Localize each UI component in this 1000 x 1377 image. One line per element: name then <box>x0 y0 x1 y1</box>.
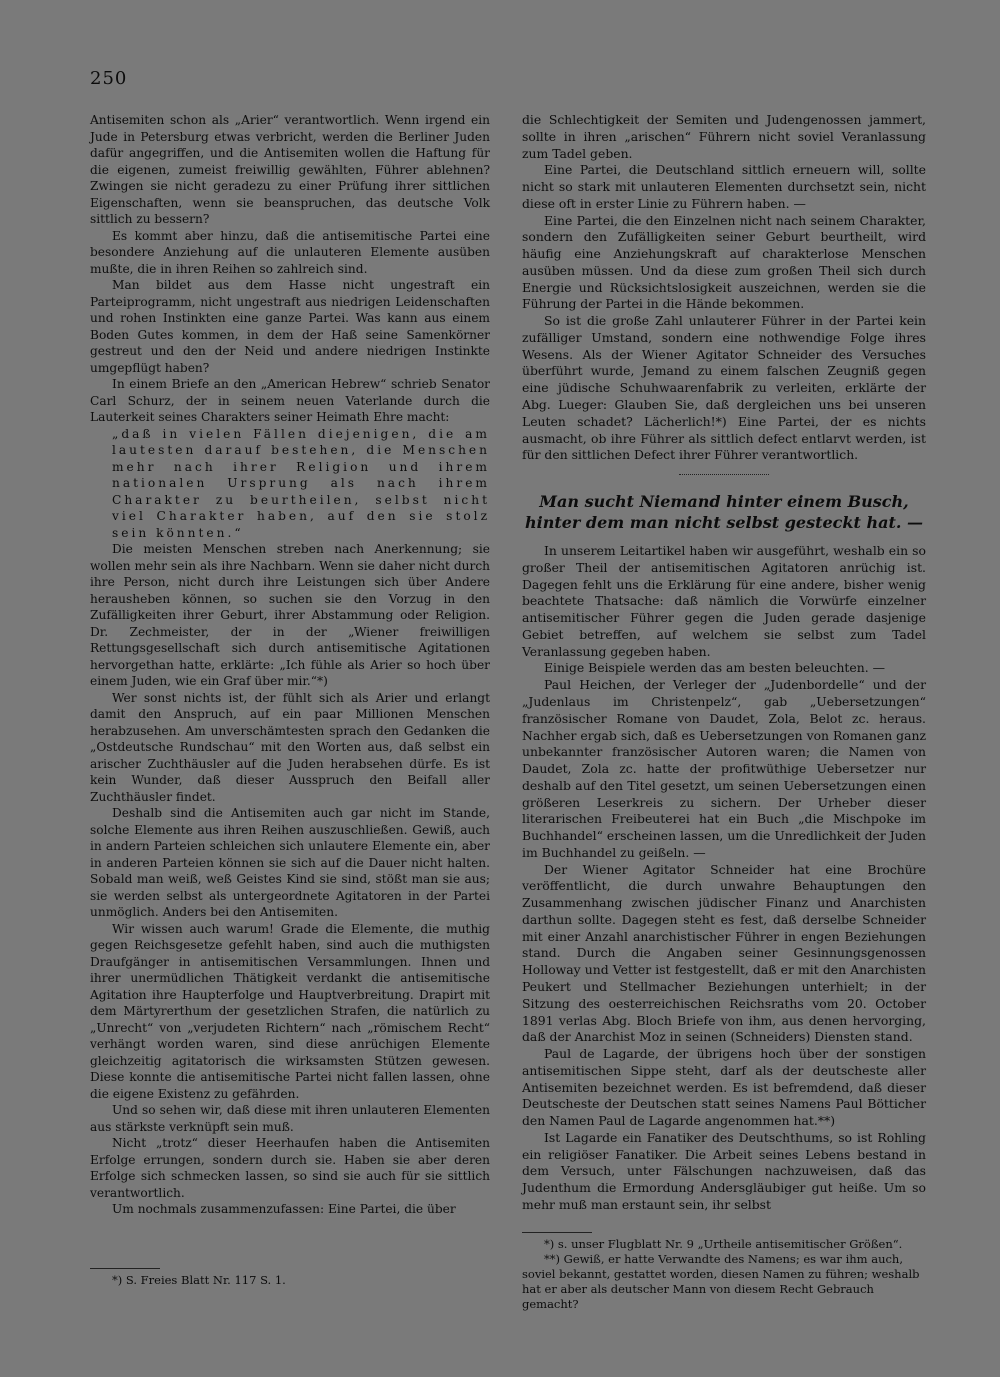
footnote-rule <box>522 1232 592 1233</box>
paragraph: Paul de Lagarde, der übrigens hoch über der sonstigen antisemitischen Sippe steht, darf als der deutscheste aller Antisemiten bezeichnet werden. Es ist befremdend, daß dieser Deutscheste der Deutschen statt seines Namens Paul Bötticher den Namen Paul de Lagarde angenommen hat.**) <box>522 1046 926 1129</box>
paragraph: Um nochmals zusammenzufassen: Eine Partei, die über <box>112 1202 456 1216</box>
paragraph: Der Wiener Agitator Schneider hat eine Brochüre veröffentlicht, die durch unwahre Behauptungen den Zusammenhang zwischen jüdischer Finanz und Anarchisten darthun sollte. Dagegen steht es fest, daß derselbe Schneider mit einer Anzahl anarchistischer Führer in engen Beziehungen stand. Durch die Angaben seiner Gesinnungsgenossen Holloway und Vetter ist festgestellt, daß er mit den Anarchisten Peukert und Stellmacher Beziehungen unterhielt; in der Sitzung des oesterreichischen Reichsraths vom 20. October 1891 verlas Abg. Bloch Briefe von ihm, aus denen hervorging, daß der Anarchist Moz in seinen (Schneiders) Diensten stand. <box>522 861 926 1045</box>
paragraph: Wer sonst nichts ist, der fühlt sich als Arier und erlangt damit den Anspruch, auf ein paar Millionen Menschen herabzusehen. Am unverschämtesten sprach den Gedanken die „Ostdeutsche Rundschau“ mit den Worten aus, daß selbst ein arischer Zuchthäusler auf die Juden herabsehen dürfe. Es ist kein Wunder, daß dieser Ausspruch den Beifall aller Zuchthäusler findet. <box>90 690 490 804</box>
paragraph: In unserem Leitartikel haben wir ausgeführt, weshalb ein so großer Theil der antisemitischen Agitatoren anrüchig ist. Dagegen fehlt uns die Erklärung für eine andere, bisher wenig beachtete Thatsache: daß nämlich die Vorwürfe einzelner antisemitischer Führer gegen die Juden gerade dasjenige Gebiet betreffen, auf welchem sie selbst zum Tadel Veranlassung gegeben haben. <box>522 543 926 659</box>
footnote: **) Gewiß, er hatte Verwandte des Namens; es war ihm auch, soviel bekannt, gestattet worden, diesen Namen zu führen; weshalb hat er aber als deutscher Mann von diesem Recht Gebrauch gemacht? <box>522 1252 920 1311</box>
paragraph: Die meisten Menschen streben nach Anerkennung; sie wollen mehr sein als ihre Nachbarn. Wenn sie daher nicht durch ihre Person, nicht durch ihre Leistungen sich über Andere herausheben können, so suchen sie den Vorzug in den Zufälligkeiten ihrer Geburt, ihrer Abstammung oder Religion. Dr. Zechmeister, der in der „Wiener freiwilligen Rettungsgesellschaft sich durch antisemitische Agitationen hervorgethan hatte, erklärte: „Ich fühle als Arier so hoch über einem Juden, wie ein Graf über mir.“*) <box>90 542 490 688</box>
footnote: *) S. Freies Blatt Nr. 117 S. 1. <box>112 1273 286 1287</box>
paragraph: Nicht „trotz“ dieser Heerhaufen haben die Antisemiten Erfolge errungen, sondern durch sie. Haben sie aber deren Erfolge sich schmecken lassen, so sind sie auch für sie sittlich verantwortlich. <box>90 1136 490 1200</box>
paragraph: Paul Heichen, der Verleger der „Judenbordelle“ und der „Judenlaus im Christenpelz“, gab „Uebersetzungen“ französischer Romane von Daudet, Zola, Belot zc. heraus. Nachher ergab sich, daß es Uebersetzungen von Romanen ganz unbekannter französischer Autoren waren; die Namen von Daudet, Zola zc. hatte der profitwüthige Uebersetzer nur deshalb auf den Titel gesetzt, um seinen Uebersetzungen einen größeren Leserkreis zu sichern. Der Urheber dieser literarischen Freibeuterei hat ein Buch „die Mischpoke im Buchhandel“ erscheinen lassen, um die Unredlichkeit der Juden im Buchhandel zu geißeln. — <box>522 677 926 860</box>
paragraph: Ist Lagarde ein Fanatiker des Deutschthums, so ist Rohling ein religiöser Fanatiker. Die Arbeit seines Lebens bestand in dem Versuch, unter Fälschungen nachzuweisen, daß das Judenthum die Ermordung Andersgläubiger gut heiße. Um so mehr muß man erstaunt sein, ihr selbst <box>522 1129 926 1212</box>
paragraph: Und so sehen wir, daß diese mit ihren unlauteren Elementen aus stärkste verknüpft sein muß. <box>90 1103 490 1134</box>
paragraph: Man bildet aus dem Hasse nicht ungestraft ein Parteiprogramm, nicht ungestraft aus niedrigen Leidenschaften und rohen Instinkten eine ganze Partei. Was kann aus einem Boden Gutes kommen, in dem der Haß seine Samenkörner gestreut und den der Neid und andere niedrigen Instinkte umgepflügt haben? <box>90 278 490 375</box>
paragraph: Einige Beispiele werden das am besten beleuchten. — <box>544 660 885 676</box>
left-footnotes <box>90 1262 490 1288</box>
paragraph: Deshalb sind die Antisemiten auch gar nicht im Stande, solche Elemente aus ihren Reihen auszuschließen. Gewiß, auch in andern Parteien schleichen sich unlautere Elemente ein, aber in anderen Parteien können sie sich auf die Dauer nicht halten. Sobald man weiß, weß Geistes Kind sie sind, stößt man sie aus; sie werden selbst als untergeordnete Agitatoren in der Partei unmöglich. Anders bei den Antisemiten. <box>90 806 490 919</box>
paragraph: Eine Partei, die Deutschland sittlich erneuern will, sollte nicht so stark mit unlauteren Elementen durchsetzt sein, nicht diese oft in erster Linie zu Führern haben. — <box>522 162 926 211</box>
paragraph: Antisemiten schon als „Arier“ verantwortlich. Wenn irgend ein Jude in Petersburg etwas verbricht, werden die Berliner Juden dafür angegriffen, und die Antisemiten wollen die Haftung für die eigenen, zumeist freiwillig gewählten, Führer ablehnen? Zwingen sie nicht geradezu zu einer Prüfung ihrer sittlichen Eigenschaften, wenn sie beanspruchen, das deutsche Volk sittlich zu bessern? <box>90 113 490 226</box>
paragraph: Es kommt aber hinzu, daß die antisemitische Partei eine besondere Anziehung auf die unlauteren Elemente ausüben mußte, die in ihren Reihen so zahlreich sind. <box>90 228 490 276</box>
section-divider <box>679 474 769 483</box>
paragraph: Eine Partei, die den Einzelnen nicht nach seinem Charakter, sondern den Zufälligkeiten seiner Geburt beurtheilt, wird häufig eine Anziehungskraft auf charakterlose Menschen ausüben müssen. Und da diese zum großen Theil sich durch Energie und Rücksichtslosigkeit auszeichnen, werden sie die Führung der Partei in die Hände bekommen. <box>522 212 926 312</box>
section-heading: Man sucht Niemand hinter einem Busch, hinter dem man nicht selbst gesteckt hat. — <box>524 492 923 533</box>
paragraph: die Schlechtigkeit der Semiten und Judengenossen jammert, sollte in ihren „arischen“ Führern nicht soviel Veranlassung zum Tadel geben. <box>522 112 926 161</box>
right-footnotes <box>522 1226 926 1312</box>
paragraph: Wir wissen auch warum! Grade die Elemente, die muthig gegen Reichsgesetze gefehlt haben, sind auch die muthigsten Draufgänger in antisemitischen Versammlungen. Ihnen und ihrer unermüdlichen Thätigkeit verdankt die antisemitische Agitation ihre Haupterfolge und Hauptverbreitung. Drapirt mit dem Märtyrerthum der gesetzlichen Strafen, die natürlich zu „Unrecht“ von „verjudeten Richtern“ nach „römischem Recht“ verhängt worden waren, sind diese anrüchigen Elemente gleichzeitig agitatorisch die wirksamsten Stützen gewesen. Diese konnte die antisemitische Partei nicht fallen lassen, ohne die eigene Existenz zu gefährden. <box>90 921 490 1101</box>
page-number: 250 <box>90 68 128 89</box>
footnote: *) s. unser Flugblatt Nr. 9 „Urtheile antisemitischer Größen“. <box>544 1237 903 1251</box>
left-column <box>90 112 490 1218</box>
right-column <box>522 112 926 1214</box>
quotation: „daß in vielen Fällen diejenigen, die am lautesten darauf bestehen, die Menschen mehr nach ihrer Religion und ihrem nationalen Ursprung als nach ihrem Charakter zu beurtheilen, selbst nicht viel Charakter haben, auf den sie stolz sein könnten.“ <box>112 426 490 540</box>
footnote-rule <box>90 1268 160 1269</box>
paragraph: In einem Briefe an den „American Hebrew“ schrieb Senator Carl Schurz, der in seinem neuen Vaterlande durch die Lauterkeit seines Charakters seiner Heimath Ehre macht: <box>90 377 490 424</box>
paragraph: So ist die große Zahl unlauterer Führer in der Partei kein zufälliger Umstand, sondern eine nothwendige Folge ihres Wesens. Als der Wiener Agitator Schneider des Versuches überführt wurde, Jemand zu einem falschen Zeugniß gegen eine jüdische Schuhwaarenfabrik zu verleiten, erklärte der Abg. Lueger: Glauben Sie, daß dergleichen uns bei unseren Leuten schadet? Lächerlich!*) Eine Partei, der es nichts ausmacht, ob ihre Führer als sittlich defect entlarvt werden, ist für den sittlichen Defect ihrer Führer verantwortlich. <box>522 313 926 463</box>
